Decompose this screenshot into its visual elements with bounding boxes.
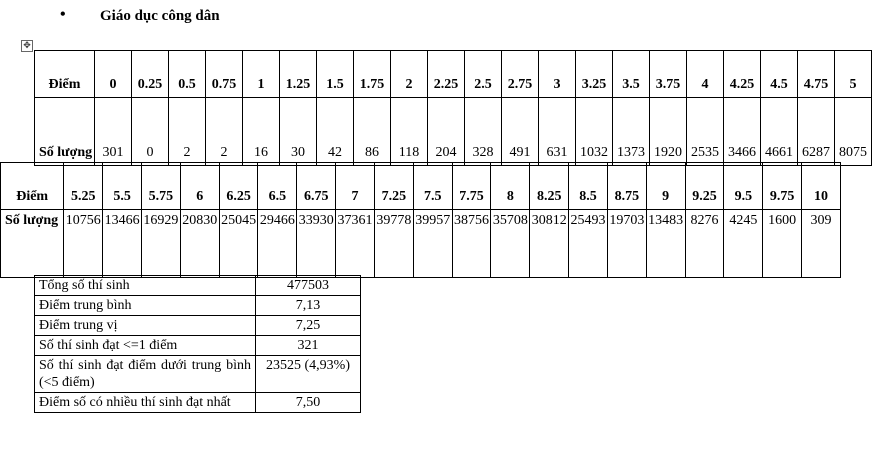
summary-value: 23525 (4,93%) <box>256 356 361 393</box>
count-cell: 13466 <box>103 210 142 278</box>
count-cell: 631 <box>539 98 576 166</box>
count-cell: 301 <box>95 98 132 166</box>
score-cell: 6 <box>180 163 219 210</box>
count-label: Số lượng <box>1 210 64 278</box>
score-cell: 10 <box>802 163 841 210</box>
score-cell: 9 <box>646 163 685 210</box>
score-cell: 6.25 <box>219 163 258 210</box>
count-cell: 42 <box>317 98 354 166</box>
count-cell: 0 <box>132 98 169 166</box>
score-header-label: Điểm <box>1 163 64 210</box>
count-cell: 118 <box>391 98 428 166</box>
summary-row <box>35 296 361 316</box>
count-cell: 86 <box>354 98 391 166</box>
score-cell: 7.25 <box>374 163 413 210</box>
score-cell: 0.5 <box>169 51 206 98</box>
score-cell: 8.25 <box>530 163 569 210</box>
count-label: Số lượng <box>35 98 95 166</box>
section-title: Giáo dục công dân <box>100 8 220 24</box>
bullet-icon: • <box>60 6 66 23</box>
count-cell: 39957 <box>413 210 452 278</box>
count-cell: 1600 <box>763 210 802 278</box>
score-cell: 1.25 <box>280 51 317 98</box>
score-cell: 5.5 <box>103 163 142 210</box>
count-cell: 10756 <box>64 210 103 278</box>
score-cell: 1.75 <box>354 51 391 98</box>
score-distribution-table-1 <box>34 50 872 166</box>
score-cell: 0 <box>95 51 132 98</box>
score-cell: 6.75 <box>297 163 336 210</box>
summary-label: Số thí sinh đạt điểm dưới trung bình (<5 điểm) <box>35 356 256 393</box>
count-cell: 3466 <box>724 98 761 166</box>
score-cell: 9.75 <box>763 163 802 210</box>
score-cell: 4.5 <box>761 51 798 98</box>
score-header-row <box>1 163 841 210</box>
score-cell: 2.75 <box>502 51 539 98</box>
score-cell: 2.25 <box>428 51 465 98</box>
count-cell: 16 <box>243 98 280 166</box>
score-cell: 6.5 <box>258 163 297 210</box>
score-cell: 5.75 <box>142 163 181 210</box>
score-cell: 1 <box>243 51 280 98</box>
count-cell: 38756 <box>452 210 491 278</box>
summary-value: 477503 <box>256 276 361 296</box>
score-cell: 3.75 <box>650 51 687 98</box>
summary-value: 7,50 <box>256 393 361 413</box>
count-cell: 8075 <box>835 98 872 166</box>
score-distribution-table-2 <box>0 162 841 278</box>
count-cell: 13483 <box>646 210 685 278</box>
score-header-row <box>35 51 872 98</box>
count-cell: 1032 <box>576 98 613 166</box>
summary-value: 7,13 <box>256 296 361 316</box>
score-cell: 2.5 <box>465 51 502 98</box>
count-cell: 35708 <box>491 210 530 278</box>
score-cell: 3.25 <box>576 51 613 98</box>
score-cell: 8.75 <box>607 163 646 210</box>
score-cell: 9.5 <box>724 163 763 210</box>
summary-row <box>35 393 361 413</box>
summary-label: Điểm trung vị <box>35 316 256 336</box>
score-cell: 4.25 <box>724 51 761 98</box>
score-cell: 2 <box>391 51 428 98</box>
count-cell: 20830 <box>180 210 219 278</box>
score-cell: 8 <box>491 163 530 210</box>
count-cell: 491 <box>502 98 539 166</box>
count-cell: 2 <box>206 98 243 166</box>
count-cell: 39778 <box>374 210 413 278</box>
score-cell: 5 <box>835 51 872 98</box>
score-cell: 0.25 <box>132 51 169 98</box>
score-cell: 7.5 <box>413 163 452 210</box>
summary-row <box>35 356 361 393</box>
score-cell: 7 <box>336 163 375 210</box>
count-cell: 25045 <box>219 210 258 278</box>
score-cell: 3.5 <box>613 51 650 98</box>
count-cell: 1920 <box>650 98 687 166</box>
count-cell: 30812 <box>530 210 569 278</box>
score-cell: 3 <box>539 51 576 98</box>
count-cell: 328 <box>465 98 502 166</box>
summary-label: Tổng số thí sinh <box>35 276 256 296</box>
summary-row <box>35 336 361 356</box>
count-cell: 25493 <box>569 210 608 278</box>
count-cell: 4661 <box>761 98 798 166</box>
count-cell: 204 <box>428 98 465 166</box>
count-cell: 6287 <box>798 98 835 166</box>
summary-value: 321 <box>256 336 361 356</box>
table-move-handle-icon[interactable]: ✥ <box>21 40 33 52</box>
summary-label: Điểm trung bình <box>35 296 256 316</box>
score-cell: 4.75 <box>798 51 835 98</box>
score-cell: 7.75 <box>452 163 491 210</box>
count-row <box>1 210 841 278</box>
count-cell: 8276 <box>685 210 724 278</box>
count-cell: 4245 <box>724 210 763 278</box>
summary-row <box>35 276 361 296</box>
count-cell: 29466 <box>258 210 297 278</box>
count-cell: 37361 <box>336 210 375 278</box>
score-cell: 9.25 <box>685 163 724 210</box>
summary-label: Số thí sinh đạt <=1 điểm <box>35 336 256 356</box>
count-cell: 30 <box>280 98 317 166</box>
count-row <box>35 98 872 166</box>
count-cell: 33930 <box>297 210 336 278</box>
score-cell: 8.5 <box>569 163 608 210</box>
summary-value: 7,25 <box>256 316 361 336</box>
summary-row <box>35 316 361 336</box>
score-cell: 1.5 <box>317 51 354 98</box>
count-cell: 2 <box>169 98 206 166</box>
count-cell: 19703 <box>607 210 646 278</box>
count-cell: 309 <box>802 210 841 278</box>
count-cell: 2535 <box>687 98 724 166</box>
summary-label: Điểm số có nhiều thí sinh đạt nhất <box>35 393 256 413</box>
count-cell: 1373 <box>613 98 650 166</box>
score-cell: 5.25 <box>64 163 103 210</box>
summary-statistics-table <box>34 275 361 413</box>
score-cell: 0.75 <box>206 51 243 98</box>
count-cell: 16929 <box>142 210 181 278</box>
score-header-label: Điểm <box>35 51 95 98</box>
score-cell: 4 <box>687 51 724 98</box>
